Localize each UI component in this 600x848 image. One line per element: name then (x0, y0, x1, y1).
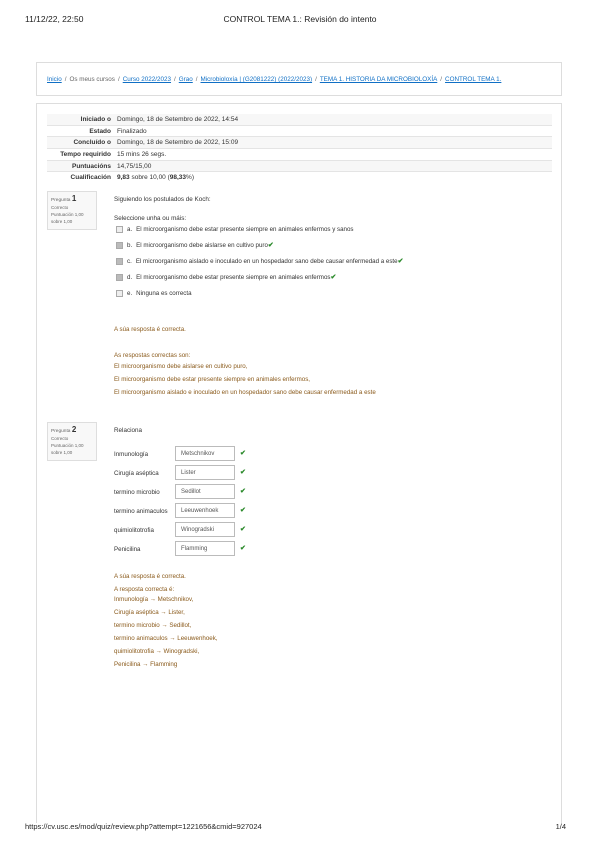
match-term: termino animaculos (114, 508, 168, 515)
breadcrumb-separator: / (117, 76, 120, 83)
summary-label: Concluído o (47, 137, 115, 149)
check-icon: ✔ (240, 488, 246, 495)
checkbox[interactable] (116, 242, 123, 249)
question-info-2 (47, 422, 97, 461)
feedback-text: A súa resposta é correcta. (114, 573, 186, 580)
match-term: Penicilina (114, 546, 141, 553)
question-text: Relaciona (114, 427, 143, 434)
checkbox[interactable] (116, 258, 123, 265)
match-select[interactable]: Flamming (175, 541, 235, 556)
correct-answer: Inmunología → Metschnikov, (114, 596, 194, 603)
checkbox[interactable] (116, 274, 123, 281)
checkbox[interactable] (116, 226, 123, 233)
check-icon: ✔ (240, 450, 246, 457)
summary-row (47, 149, 552, 161)
summary-row (47, 172, 552, 183)
breadcrumb-separator: / (174, 76, 176, 83)
answer-option[interactable] (116, 241, 274, 249)
print-title: CONTROL TEMA 1.: Revisión do intento (223, 14, 377, 24)
question-score: Puntuación 1,00 sobre 1,00 (51, 212, 84, 224)
breadcrumb (36, 62, 562, 96)
check-icon: ✔ (330, 274, 337, 281)
summary-row (47, 125, 552, 137)
check-icon: ✔ (240, 507, 246, 514)
correct-answer: Penicilina → Flamming (114, 661, 178, 668)
question-number: Pregunta 2 (51, 425, 77, 434)
breadcrumb-item[interactable]: Inicio (47, 76, 62, 83)
print-page: 1/4 (555, 822, 566, 831)
option-letter: d. (127, 274, 133, 281)
option-text: El microorganismo debe estar presente siempre en animales enfermos y sanos (136, 226, 354, 234)
option-text: El microorganismo aislado e inoculado en un hospedador sano debe causar enfermedad a este (135, 258, 398, 265)
correct-answer: El microorganismo aislado e inoculado en un hospedador sano debe causar enfermedad a este (114, 389, 376, 396)
summary-row (47, 114, 552, 125)
check-icon: ✔ (240, 545, 246, 552)
breadcrumb-item[interactable]: TEMA 1. HISTORIA DA MICROBIOLOXÍA (319, 76, 438, 83)
check-icon: ✔ (397, 258, 404, 265)
match-select[interactable]: Lister (175, 465, 235, 480)
summary-label: Estado (47, 125, 115, 137)
answer-option[interactable] (116, 273, 336, 281)
summary-value: 14,75/15,00 (115, 160, 552, 172)
summary-row (47, 137, 552, 149)
question-text: Siguiendo los postulados de Koch: (114, 196, 211, 203)
option-letter: b. (127, 242, 133, 249)
correct-answer: El microorganismo debe estar presente siempre en animales enfermos, (114, 376, 311, 383)
option-text: El microorganismo debe estar presente siempre en animales enfermos (136, 274, 331, 281)
correct-answer: termino microbio → Sedillot, (114, 622, 192, 629)
answer-option[interactable] (116, 290, 192, 297)
summary-label: Cualificación (47, 172, 115, 183)
breadcrumb-item[interactable]: Grao (178, 76, 193, 83)
summary-label: Tempo requirido (47, 149, 115, 161)
question-info-1 (47, 191, 97, 230)
question-state: Correcto (51, 205, 69, 210)
breadcrumb-item[interactable]: Curso 2022/2023 (122, 76, 172, 83)
correct-answer: El microorganismo debe aislarse en cultivo puro, (114, 363, 248, 370)
grade-value: 9,83 sobre 10,00 (98,33%) (115, 172, 552, 183)
answer-option[interactable] (116, 257, 403, 265)
summary-value: Domingo, 18 de Setembro de 2022, 15:09 (115, 137, 552, 149)
breadcrumb-separator: / (195, 76, 198, 83)
attempt-summary-table (47, 114, 552, 183)
breadcrumb-item[interactable]: Microbioloxía | (G2081222) (2022/2023) (200, 76, 313, 83)
print-datetime: 11/12/22, 22:50 (25, 14, 84, 24)
correct-answer: Cirugía aséptica → Lister, (114, 609, 185, 616)
answer-option[interactable] (116, 226, 354, 233)
check-icon: ✔ (267, 242, 274, 249)
option-text: Ninguna es correcta (136, 290, 192, 298)
breadcrumb-item[interactable]: CONTROL TEMA 1. (445, 76, 502, 83)
match-term: Cirugía aséptica (114, 470, 159, 477)
match-select[interactable]: Winogradski (175, 522, 235, 537)
breadcrumb-separator: / (440, 76, 443, 83)
correct-answers-title: A resposta correcta é: (114, 586, 175, 593)
summary-row (47, 160, 552, 172)
summary-label: Puntuacións (47, 160, 115, 172)
match-term: Inmunología (114, 451, 149, 458)
feedback-text: A súa resposta é correcta. (114, 326, 186, 333)
checkbox[interactable] (116, 290, 123, 297)
option-text: El microorganismo debe aislarse en cultivo puro (136, 242, 268, 249)
question-state: Correcto (51, 436, 69, 441)
summary-label: Iniciado o (47, 114, 115, 125)
match-term: termino microbio (114, 489, 160, 496)
breadcrumb-item: Os meus cursos (69, 76, 115, 83)
option-letter: e. (127, 290, 133, 298)
review-container (36, 103, 562, 823)
check-icon: ✔ (240, 469, 246, 476)
breadcrumb-separator: / (64, 76, 67, 83)
correct-answer: termino animaculos → Leeuwenhoek, (114, 635, 218, 642)
match-term: quimiolitotrofia (114, 527, 154, 534)
correct-answer: quimiolitotrofia → Winogradski, (114, 648, 200, 655)
summary-value: 15 mins 26 segs. (115, 149, 552, 161)
summary-value: Domingo, 18 de Setembro de 2022, 14:54 (115, 114, 552, 125)
breadcrumb-separator: / (315, 76, 317, 83)
correct-answers-title: As respostas correctas son: (114, 352, 191, 359)
print-url: https://cv.usc.es/mod/quiz/review.php?attempt=1221656&cmid=927024 (25, 822, 262, 831)
match-select[interactable]: Metschnikov (175, 446, 235, 461)
check-icon: ✔ (240, 526, 246, 533)
option-letter: c. (127, 258, 132, 265)
match-select[interactable]: Leeuwenhoek (175, 503, 235, 518)
question-number: Pregunta 1 (51, 194, 77, 203)
question-instruction: Seleccione unha ou máis: (114, 215, 187, 222)
summary-value: Finalizado (115, 125, 552, 137)
question-score: Puntuación 1,00 sobre 1,00 (51, 443, 84, 455)
option-letter: a. (127, 226, 133, 234)
match-select[interactable]: Sedillot (175, 484, 235, 499)
